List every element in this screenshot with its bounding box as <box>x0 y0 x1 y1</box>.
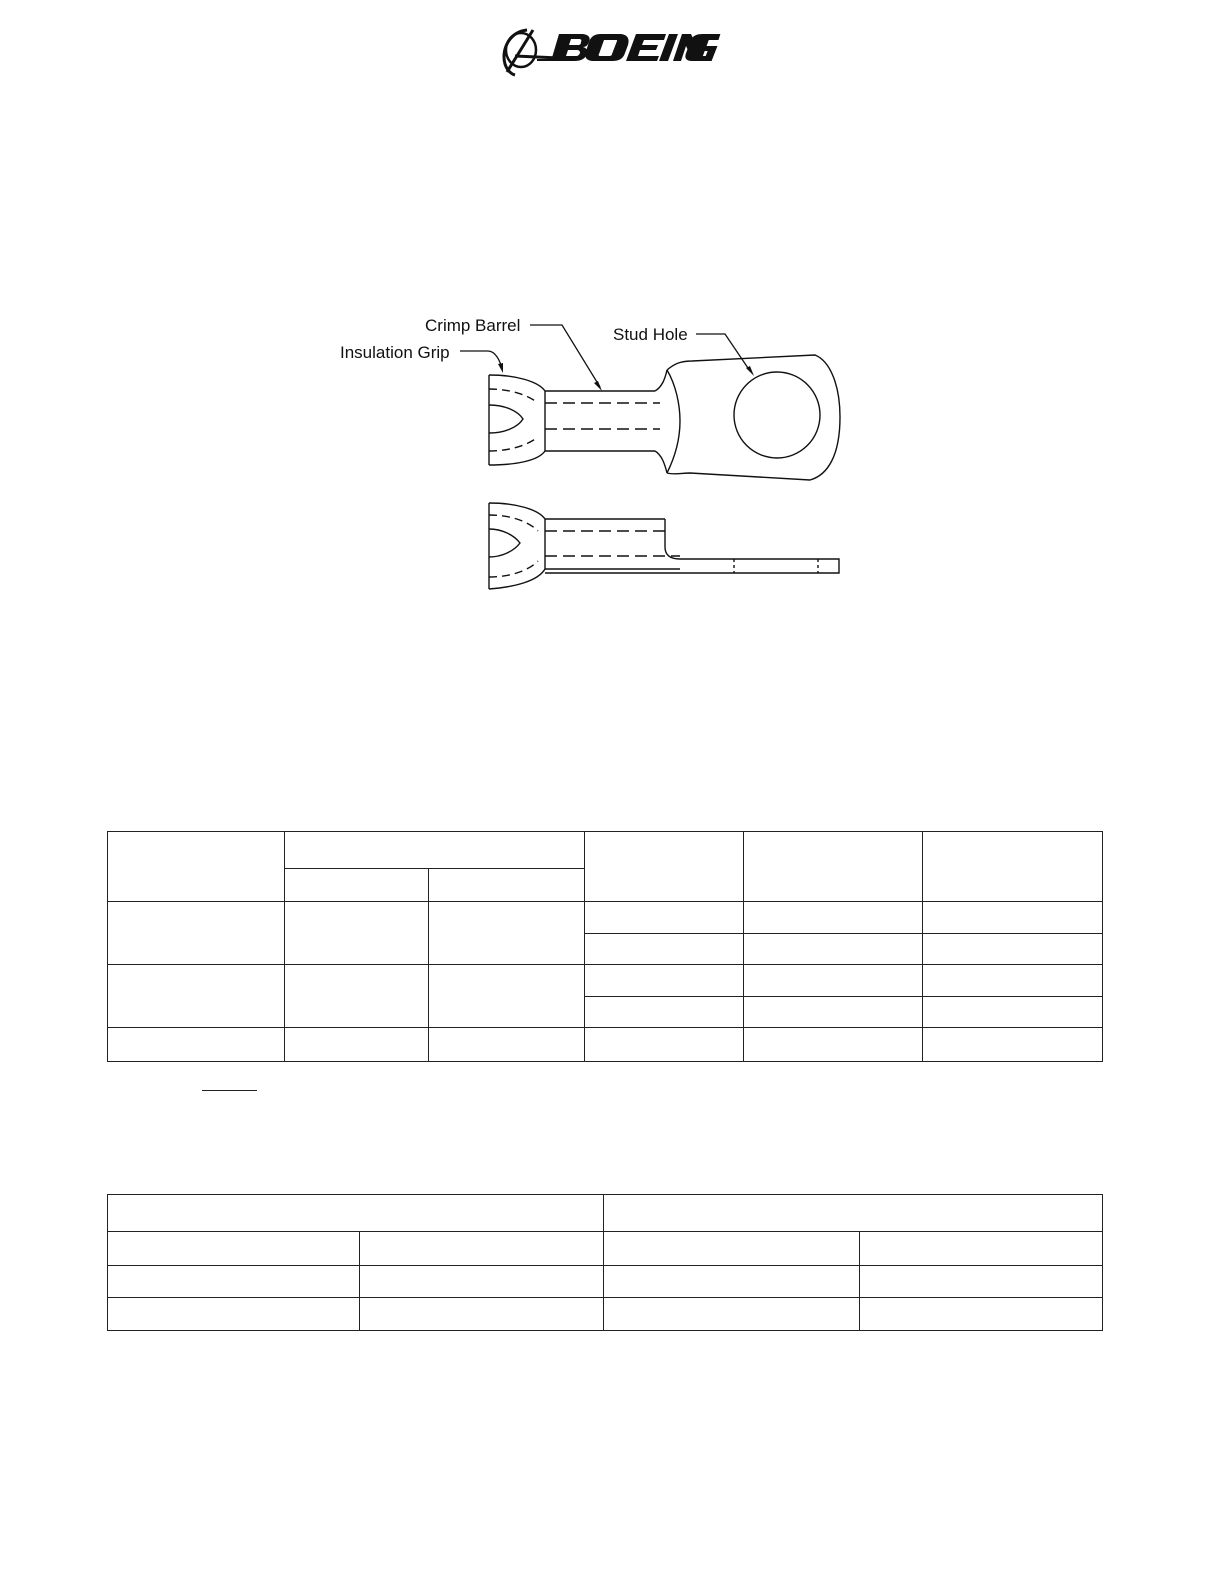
table-row <box>108 832 1103 869</box>
table-cell <box>285 965 429 1028</box>
table-row <box>108 1028 1103 1062</box>
table-cell <box>744 934 923 965</box>
table-cell <box>585 965 744 997</box>
table-cell <box>860 1266 1103 1298</box>
table-cell <box>744 997 923 1028</box>
lug-side-view <box>489 503 839 589</box>
table-cell <box>585 1028 744 1062</box>
table-cell <box>429 869 585 902</box>
table-row <box>108 1298 1103 1331</box>
boeing-wordmark <box>551 34 720 61</box>
insulation-grip-label: Insulation Grip <box>340 343 450 362</box>
table-cell <box>585 997 744 1028</box>
table-cell <box>604 1195 1103 1232</box>
table-cell <box>923 832 1103 902</box>
lug-top-view <box>489 355 840 480</box>
table-cell <box>108 832 285 902</box>
table-cell <box>108 1266 360 1298</box>
table-cell <box>108 965 285 1028</box>
table-cell <box>923 934 1103 965</box>
table-cell <box>744 832 923 902</box>
table-cell <box>285 832 585 869</box>
table-cell <box>923 1028 1103 1062</box>
leader-arrowheads <box>498 363 754 391</box>
table-cell <box>744 1028 923 1062</box>
table-cell <box>360 1232 604 1266</box>
table-cell <box>744 965 923 997</box>
note-heading-underline <box>202 1090 257 1091</box>
table-cell <box>285 902 429 965</box>
table-cell <box>923 902 1103 934</box>
table-row <box>108 902 1103 934</box>
boeing-symbol-icon <box>504 30 561 75</box>
table-cell <box>585 902 744 934</box>
table-cell <box>360 1298 604 1331</box>
table-row <box>108 1266 1103 1298</box>
table-cell <box>108 1028 285 1062</box>
specification-table-1 <box>107 831 1103 1062</box>
specification-table-2 <box>107 1194 1103 1331</box>
table-cell <box>860 1298 1103 1331</box>
table-cell <box>360 1266 604 1298</box>
table-row <box>108 1195 1103 1232</box>
crimp-barrel-label: Crimp Barrel <box>425 316 521 335</box>
boeing-logo <box>497 20 727 78</box>
table-cell <box>108 902 285 965</box>
terminal-lug-figure <box>330 305 850 605</box>
stud-hole-label: Stud Hole <box>613 325 688 344</box>
table-cell <box>604 1232 860 1266</box>
table-cell <box>923 997 1103 1028</box>
table-cell <box>604 1266 860 1298</box>
table-cell <box>108 1298 360 1331</box>
table-cell <box>108 1232 360 1266</box>
table-cell <box>429 965 585 1028</box>
table-cell <box>744 902 923 934</box>
table-row <box>108 1232 1103 1266</box>
table-row <box>108 965 1103 997</box>
table-cell <box>585 832 744 902</box>
table-cell <box>604 1298 860 1331</box>
table-cell <box>285 869 429 902</box>
table-cell <box>108 1195 604 1232</box>
table-cell <box>429 1028 585 1062</box>
table-cell <box>429 902 585 965</box>
table-cell <box>585 934 744 965</box>
table-cell <box>860 1232 1103 1266</box>
table-cell <box>923 965 1103 997</box>
table-cell <box>285 1028 429 1062</box>
